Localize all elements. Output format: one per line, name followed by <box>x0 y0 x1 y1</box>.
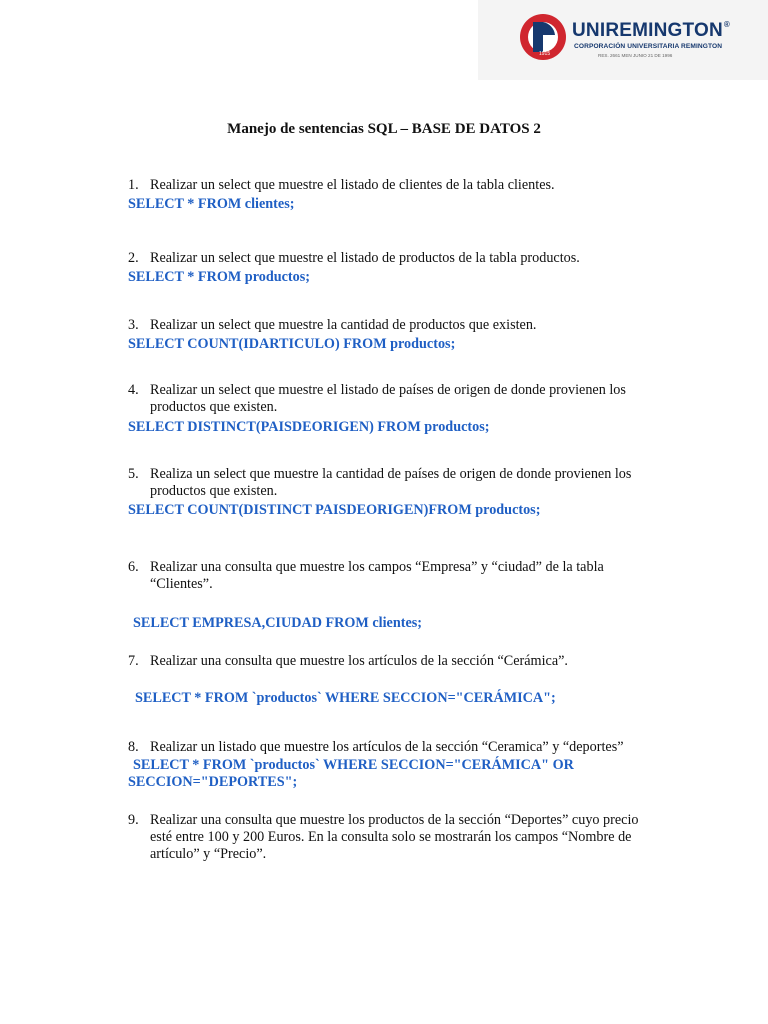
answer-6: SELECT EMPRESA,CIUDAD FROM clientes; <box>133 615 423 631</box>
question-text: Realizar un select que muestre el listado de productos de la tabla productos. <box>150 250 580 266</box>
question-8 <box>128 739 728 756</box>
answer-8-line-1: SELECT * FROM `productos` WHERE SECCION="CERÁMICA" OR <box>133 757 574 773</box>
question-number: 9. <box>128 812 139 828</box>
answer-3: SELECT COUNT(IDARTICULO) FROM productos; <box>128 336 456 352</box>
answer-4: SELECT DISTINCT(PAISDEORIGEN) FROM productos; <box>128 419 490 435</box>
question-text: Realizar una consulta que muestre los artículos de la sección “Cerámica”. <box>150 653 568 669</box>
question-6 <box>128 559 728 593</box>
logo-year: 1915 <box>539 51 551 57</box>
question-text: Realizar un listado que muestre los artículos de la sección “Ceramica” y “deportes” <box>150 739 624 755</box>
question-text: Realizar una consulta que muestre los productos de la sección “Deportes” cuyo precio <box>150 812 639 828</box>
question-text: Realizar un select que muestre el listado de clientes de la tabla clientes. <box>150 177 555 193</box>
question-number: 2. <box>128 250 139 266</box>
question-number: 3. <box>128 317 139 333</box>
question-2 <box>128 250 728 267</box>
question-number: 7. <box>128 653 139 669</box>
answer-5: SELECT COUNT(DISTINCT PAISDEORIGEN)FROM productos; <box>128 502 541 518</box>
document-title: Manejo de sentencias SQL – BASE DE DATOS 2 <box>227 121 541 137</box>
question-number: 1. <box>128 177 139 193</box>
answer-2: SELECT * FROM productos; <box>128 269 310 285</box>
question-3 <box>128 317 728 334</box>
logo-subtitle: CORPORACIÓN UNIVERSITARIA REMINGTON <box>574 43 723 50</box>
question-9 <box>128 812 738 863</box>
logo-resolution: RES. 2661 MEN JUNIO 21 DE 1996 <box>598 53 673 58</box>
question-text: productos que existen. <box>150 483 278 499</box>
question-text: esté entre 100 y 200 Euros. En la consulta solo se mostrarán los campos “Nombre de <box>150 829 632 845</box>
question-number: 8. <box>128 739 139 755</box>
question-text: Realizar un select que muestre el listado de países de origen de donde provienen los <box>150 382 626 398</box>
question-1 <box>128 177 728 194</box>
question-text: “Clientes”. <box>150 576 213 592</box>
question-text: artículo” y “Precio”. <box>150 846 267 862</box>
question-7 <box>128 653 728 670</box>
answer-1: SELECT * FROM clientes; <box>128 196 295 212</box>
question-number: 6. <box>128 559 139 575</box>
logo-name: UNIREMINGTON® <box>572 20 730 41</box>
answer-8-line-2: SECCION="DEPORTES"; <box>128 774 298 790</box>
question-text: Realizar un select que muestre la cantidad de productos que existen. <box>150 317 537 333</box>
question-text: productos que existen. <box>150 399 278 415</box>
question-text: Realizar una consulta que muestre los campos “Empresa” y “ciudad” de la tabla <box>150 559 604 575</box>
question-text: Realiza un select que muestre la cantidad de países de origen de donde provienen los <box>150 466 632 482</box>
answer-7: SELECT * FROM `productos` WHERE SECCION="CERÁMICA"; <box>135 690 556 706</box>
question-number: 4. <box>128 382 139 398</box>
uniremington-logo-icon <box>519 13 567 61</box>
question-5 <box>128 466 728 500</box>
question-4 <box>128 382 728 416</box>
question-number: 5. <box>128 466 139 482</box>
